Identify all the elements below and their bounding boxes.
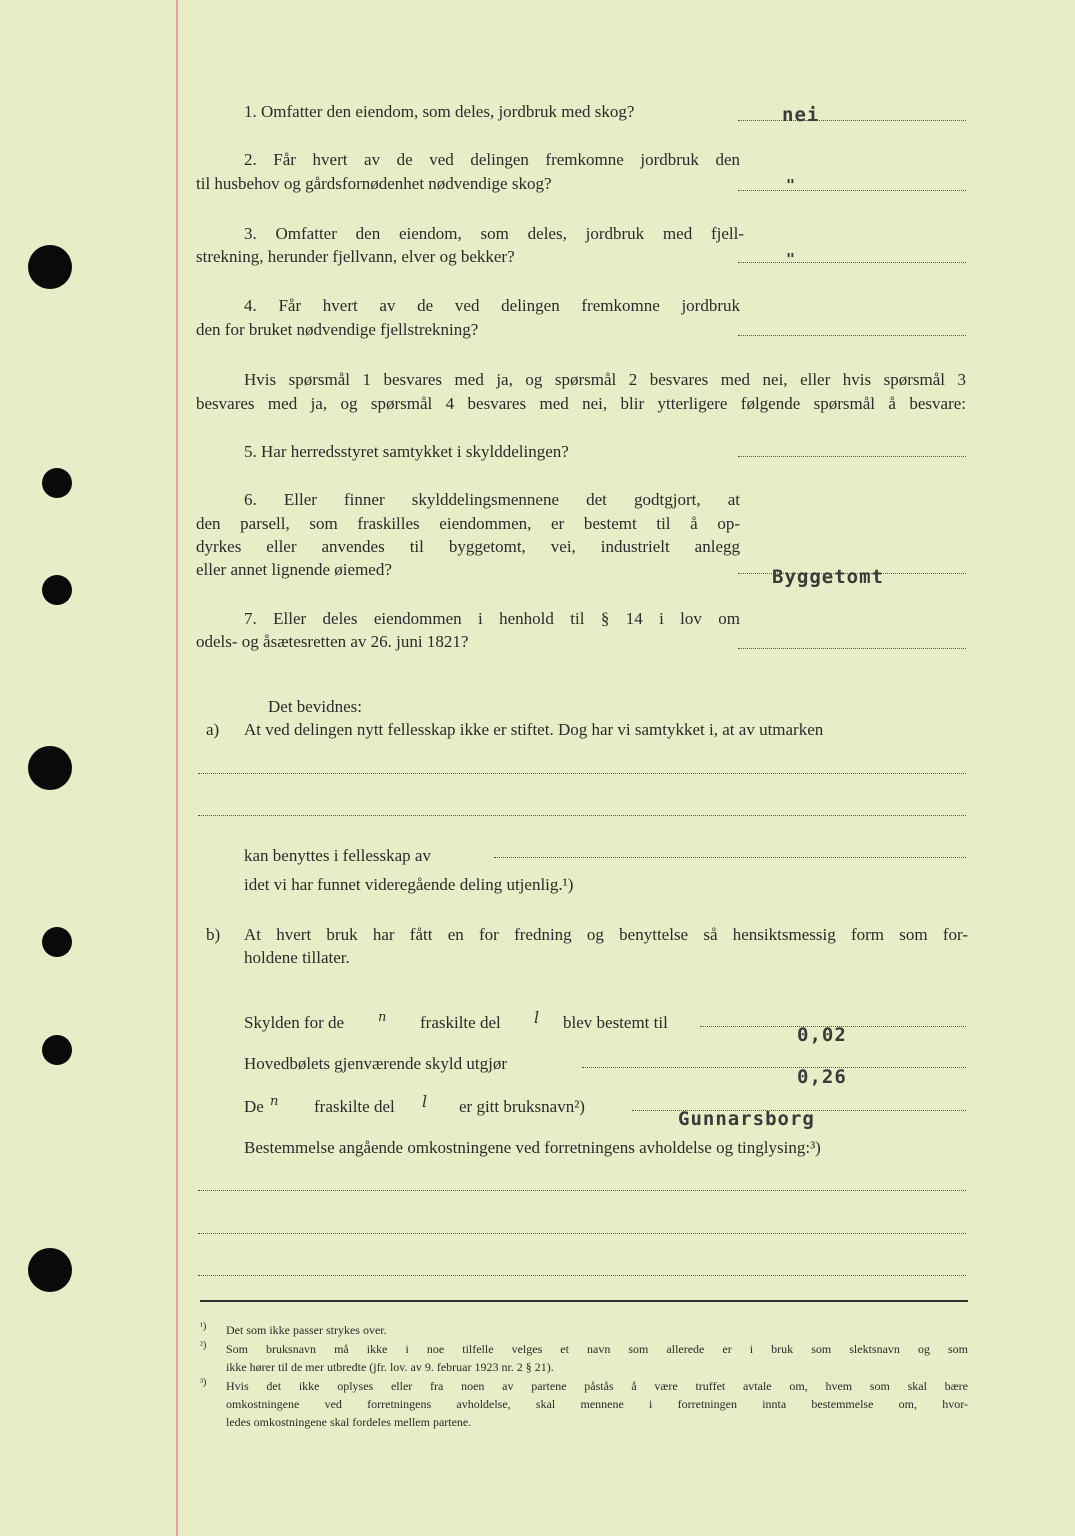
- punch-hole: [28, 245, 72, 289]
- condition-line-2: besvares med ja, og spørsmål 4 besvares med nei, blir ytterligere følgende spørsmål å besvare:: [196, 394, 966, 413]
- skyld-line-1-hand-1: n: [378, 1010, 387, 1025]
- footnote-3: [200, 1378, 968, 1434]
- question-4-line-2: den for bruket nødvendige fjellstrekning?: [196, 320, 479, 339]
- punch-hole: [42, 575, 72, 605]
- fill-line-kan: [494, 857, 966, 858]
- skyld-value-1: 0,02: [797, 1024, 847, 1046]
- skyld-line-3-c: er gitt bruksnavn²): [459, 1097, 585, 1116]
- footnote-3-num: ³): [200, 1377, 207, 1388]
- question-3-line-1: 3. Omfatter den eiendom, som deles, jordbruk med fjell-: [244, 224, 744, 243]
- footnote-1: [200, 1322, 968, 1339]
- footnote-2-num: ²): [200, 1340, 207, 1351]
- skyld-line-3-a: De: [244, 1097, 264, 1116]
- question-3-line-2: strekning, herunder fjellvann, elver og bekker?: [196, 247, 515, 266]
- bevidnes-b-line-2: holdene tillater.: [244, 948, 350, 967]
- bevidnes-a-text: At ved delingen nytt fellesskap ikke er stiftet. Dog har vi samtykket i, at av utmarken: [244, 720, 824, 739]
- footnote-2-line-1: Som bruksnavn må ikke i noe tilfelle velges et navn som allerede er i bruk som slektsnavn og som: [226, 1342, 968, 1356]
- footnote-rule: [200, 1300, 968, 1302]
- bevidnes-b-line-1: At hvert bruk har fått en for fredning og benyttelse så hensiktsmessig form som for-: [244, 925, 968, 944]
- skyld-line-3-hand-2: l: [422, 1092, 428, 1111]
- fill-line-cost-2: [198, 1233, 966, 1234]
- skyld-value-3: Gunnarsborg: [678, 1108, 815, 1130]
- bevidnes-idet: idet vi har funnet videregående deling utjenlig.¹): [244, 875, 574, 894]
- answer-2: ": [786, 176, 797, 194]
- footnote-1-num: ¹): [200, 1321, 207, 1332]
- punch-hole: [28, 746, 72, 790]
- footnote-3-line-2: omkostningene ved forretningens avholdelse, skal mennene i forretningen innta bestemmelse om, hvor-: [226, 1397, 968, 1411]
- bevidnes-title: Det bevidnes:: [268, 697, 362, 716]
- question-6-line-4: eller annet lignende øiemed?: [196, 560, 392, 579]
- answer-line-4: [738, 335, 966, 336]
- fill-line-cost-3: [198, 1275, 966, 1276]
- skyld-line-1-b: fraskilte del: [420, 1013, 501, 1032]
- fill-line-a2: [198, 815, 966, 816]
- question-1: 1. Omfatter den eiendom, som deles, jordbruk med skog?: [244, 102, 635, 121]
- answer-1: nei: [782, 104, 820, 126]
- punch-hole: [42, 468, 72, 498]
- skyld-line-2: Hovedbølets gjenværende skyld utgjør: [244, 1054, 507, 1073]
- fill-line-skyld-2: [582, 1067, 966, 1068]
- answer-3: ": [786, 250, 797, 268]
- question-2-line-2: til husbehov og gårdsfornødenhet nødvendige skog?: [196, 174, 552, 193]
- skyld-line-3-hand-1: n: [270, 1094, 279, 1109]
- question-7-line-2: odels- og åsætesretten av 26. juni 1821?: [196, 632, 469, 651]
- answer-6: Byggetomt: [772, 566, 884, 588]
- answer-line-5: [738, 456, 966, 457]
- question-6-line-1: 6. Eller finner skylddelingsmennene det godtgjort, at: [244, 490, 740, 509]
- fill-line-a1: [198, 773, 966, 774]
- punch-hole: [42, 927, 72, 957]
- punch-hole: [28, 1248, 72, 1292]
- question-5: 5. Har herredsstyret samtykket i skylddelingen?: [244, 442, 569, 461]
- fill-line-cost-1: [198, 1190, 966, 1191]
- condition-line-1: Hvis spørsmål 1 besvares med ja, og spørsmål 2 besvares med nei, eller hvis spørsmål 3: [244, 370, 966, 389]
- footnote-3-line-3: ledes omkostningene skal fordeles mellem partene.: [226, 1415, 472, 1429]
- footnote-3-line-1: Hvis det ikke oplyses eller fra noen av partene påstås å være truffet avtale om, hvem som skal bære: [226, 1379, 968, 1393]
- answer-line-7: [738, 648, 966, 649]
- bevidnes-a-label: a): [206, 720, 220, 739]
- question-2-line-1: 2. Får hvert av de ved delingen fremkomne jordbruk den: [244, 150, 740, 169]
- punch-hole: [42, 1035, 72, 1065]
- footnote-1-line-1: Det som ikke passer strykes over.: [226, 1323, 387, 1337]
- skyld-line-1-a: Skylden for de: [244, 1013, 345, 1032]
- answer-line-3: [738, 262, 966, 263]
- answer-line-1: [738, 120, 966, 121]
- skyld-line-1-hand-2: l: [534, 1008, 540, 1027]
- question-6-line-3: dyrkes eller anvendes til byggetomt, vei, industrielt anlegg: [196, 537, 740, 556]
- bevidnes-kan: kan benyttes i fellesskap av: [244, 846, 431, 865]
- footnote-2: [200, 1341, 968, 1377]
- question-6-line-2: den parsell, som fraskilles eiendommen, er bestemt til å op-: [196, 514, 740, 533]
- footnote-2-line-2: ikke hører til de mer utbredte (jfr. lov. av 9. februar 1923 nr. 2 § 21).: [226, 1360, 554, 1374]
- skyld-line-1-c: blev bestemt til: [563, 1013, 668, 1032]
- bevidnes-b-label: b): [206, 925, 221, 944]
- margin-line: [176, 0, 178, 1536]
- question-7-line-1: 7. Eller deles eiendommen i henhold til § 14 i lov om: [244, 609, 740, 628]
- skyld-line-3-b: fraskilte del: [314, 1097, 395, 1116]
- skyld-value-2: 0,26: [797, 1066, 847, 1088]
- question-4-line-1: 4. Får hvert av de ved delingen fremkomne jordbruk: [244, 296, 740, 315]
- answer-line-2: [738, 190, 966, 191]
- skyld-line-4: Bestemmelse angående omkostningene ved forretningens avholdelse og tinglysing:³): [244, 1138, 821, 1157]
